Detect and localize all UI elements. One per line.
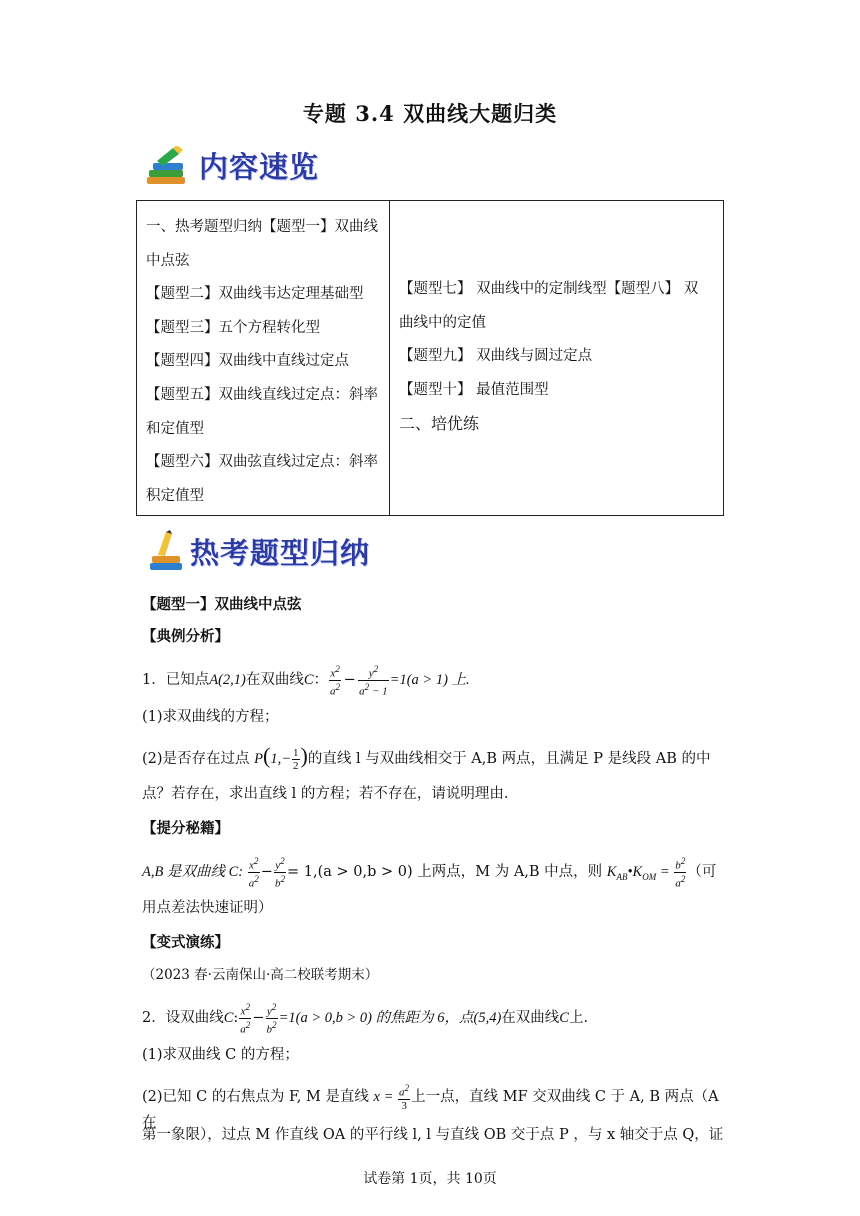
banner-overview-text: 内容速览 <box>199 150 320 184</box>
tip-note: （可 <box>687 864 717 881</box>
toc-left-item: 中点弦 <box>146 252 190 269</box>
fraction-x2-a2: $\frac{x^2}{a^2}$ <box>248 856 259 890</box>
tip-prefix: A,B 是双曲线 C: <box>142 864 247 881</box>
section-banner-hot-topics <box>148 530 370 572</box>
toc-right-column <box>390 201 723 515</box>
q1-curve-name: C <box>303 672 314 689</box>
page-title: 专题 3.4 双曲线大题归类 <box>302 101 558 126</box>
toc-right-item: 曲线中的定值 <box>399 314 486 331</box>
tip-mid: = 1,(a > 0,b > 0) 上两点，M 为 A,B 中点，则 <box>287 864 603 881</box>
toc-left-item: 和定值型 <box>146 420 204 437</box>
q2-part2-text: 上一点，直线 MF 交双曲线 C 于 A, B 两点（A 在 <box>142 1088 719 1131</box>
q1-part2-text: 的直线 l 与双曲线相交于 A,B 两点，且满足 P 是线段 AB 的中 <box>307 751 711 767</box>
q2-tail: 上. <box>568 1010 589 1027</box>
variant-practice-heading: 【变式演练】 <box>142 934 229 951</box>
tip-proof-note: 用点差法快速证明） <box>142 900 273 916</box>
q2-prefix: 2．设双曲线 <box>142 1010 224 1027</box>
toc-left-item: 一、热考题型归纳【题型一】双曲线 <box>146 219 378 235</box>
q2-mid: =1(a > 0,b > 0) 的焦距为 6，点 <box>278 1010 474 1027</box>
q2-mid2: 在双曲线 <box>501 1010 560 1027</box>
question-1-part-1: (1)求双曲线的方程； <box>142 709 279 725</box>
page-footer: 试卷第 1页，共 10页 <box>363 1171 497 1187</box>
banner-hot-topics-text: 热考题型归纳 <box>190 535 371 570</box>
toc-left-item: 【题型五】双曲线直线过定点：斜率 <box>146 386 378 403</box>
q1-part2-prefix: (2)是否存在过点 <box>142 751 250 767</box>
fraction-y2-b2: $\frac{y^2}{b^2}$ <box>274 856 286 890</box>
fraction-y2-a2-1: $\frac{y^2}{a^2 - 1}$ <box>359 664 388 698</box>
q2-part2-prefix: (2)已知 C 的右焦点为 F, M 是直线 <box>142 1088 369 1105</box>
q1-tail: =1(a > 1) 上. <box>389 672 470 689</box>
point-p: P(1,− $\frac{1}{2}$ ) <box>254 743 308 773</box>
q1-colon: ： <box>313 672 329 689</box>
toc-right-item: 【题型七】 双曲线中的定制线型【题型八】 双 <box>399 281 699 297</box>
q2-point: (5,4) <box>473 1010 502 1027</box>
toc-left-item: 【题型六】双曲弦直线过定点：斜率 <box>146 454 378 471</box>
pencil-books-icon <box>148 530 184 572</box>
q1-mid: 在双曲线 <box>245 672 304 689</box>
q1-point: A(2,1) <box>209 672 246 689</box>
question-2-part-2-cont: 第一象限），过点 M 作直线 OA 的平行线 l, l 与直线 OB 交于点 P ，与 x 轴交于点 Q，证 <box>142 1127 724 1143</box>
toc-left-item: 积定值型 <box>146 487 204 504</box>
fraction-x2-a2: $\frac{x^2}{a^2}$ <box>330 664 341 698</box>
toc-right-item: 【题型十】 最值范围型 <box>399 381 549 398</box>
toc-left-item: 【题型三】五个方程转化型 <box>146 319 320 336</box>
question-1-part-2 <box>142 745 732 772</box>
fraction-b2-a2: $\frac{b^2}{a^2}$ <box>675 856 686 890</box>
question-1-stem: 1．已知点A(2,1)在双曲线C： $\frac{x^2}{a^2}$ − $\frac{y^2}{a^2 - 1}$ =1(a > 1) 上. <box>142 664 470 698</box>
question-2-part-2: (2)已知 C 的右焦点为 F, M 是直线 x = $\frac{a^2}{3}$ 上一点，直线 MF 交双曲线 C 于 A, B 两点（A 在 <box>142 1083 719 1131</box>
toc-left-item: 【题型四】双曲线中直线过定点 <box>146 353 349 370</box>
slope-product: $K_{AB}•K_{OM}$ = <box>606 864 674 883</box>
topic1-heading: 【题型一】双曲线中点弦 <box>142 596 302 613</box>
section-banner-overview <box>145 145 319 186</box>
question-2-stem: 2．设双曲线C: $\frac{x^2}{a^2}$ − $\frac{y^2}{b^2}$ =1(a > 0,b > 0) 的焦距为 6，点(5,4)在双曲线C上. <box>142 1002 589 1036</box>
tip-formula: A,B 是双曲线 C: $\frac{x^2}{a^2}$ − $\frac{y^2}{b^2}$ = 1,(a > 0,b > 0) 上两点，M 为 A,B 中点，则 $K_{AB}•K_{OM}$ = $\frac{b^2}{a^2}$ （可 <box>142 856 717 890</box>
tips-heading: 【提分秘籍】 <box>142 820 229 837</box>
q1-prefix: 1．已知点 <box>142 672 210 689</box>
example-analysis-heading: 【典例分析】 <box>142 628 229 645</box>
toc-left-column <box>137 201 390 515</box>
books-icon <box>145 146 191 186</box>
toc-right-item: 【题型九】 双曲线与圆过定点 <box>399 348 593 365</box>
question-2-part-1: (1)求双曲线 C 的方程； <box>142 1047 299 1063</box>
toc-right-item: 二、培优练 <box>399 414 480 434</box>
question-source: （2023 春·云南保山·高二校联考期末） <box>142 967 379 983</box>
question-1-part-2-cont: 点？若存在，求出直线 l 的方程；若不存在，请说明理由. <box>142 786 509 802</box>
table-of-contents <box>136 200 724 516</box>
toc-left-item: 【题型二】双曲线韦达定理基础型 <box>146 286 364 303</box>
